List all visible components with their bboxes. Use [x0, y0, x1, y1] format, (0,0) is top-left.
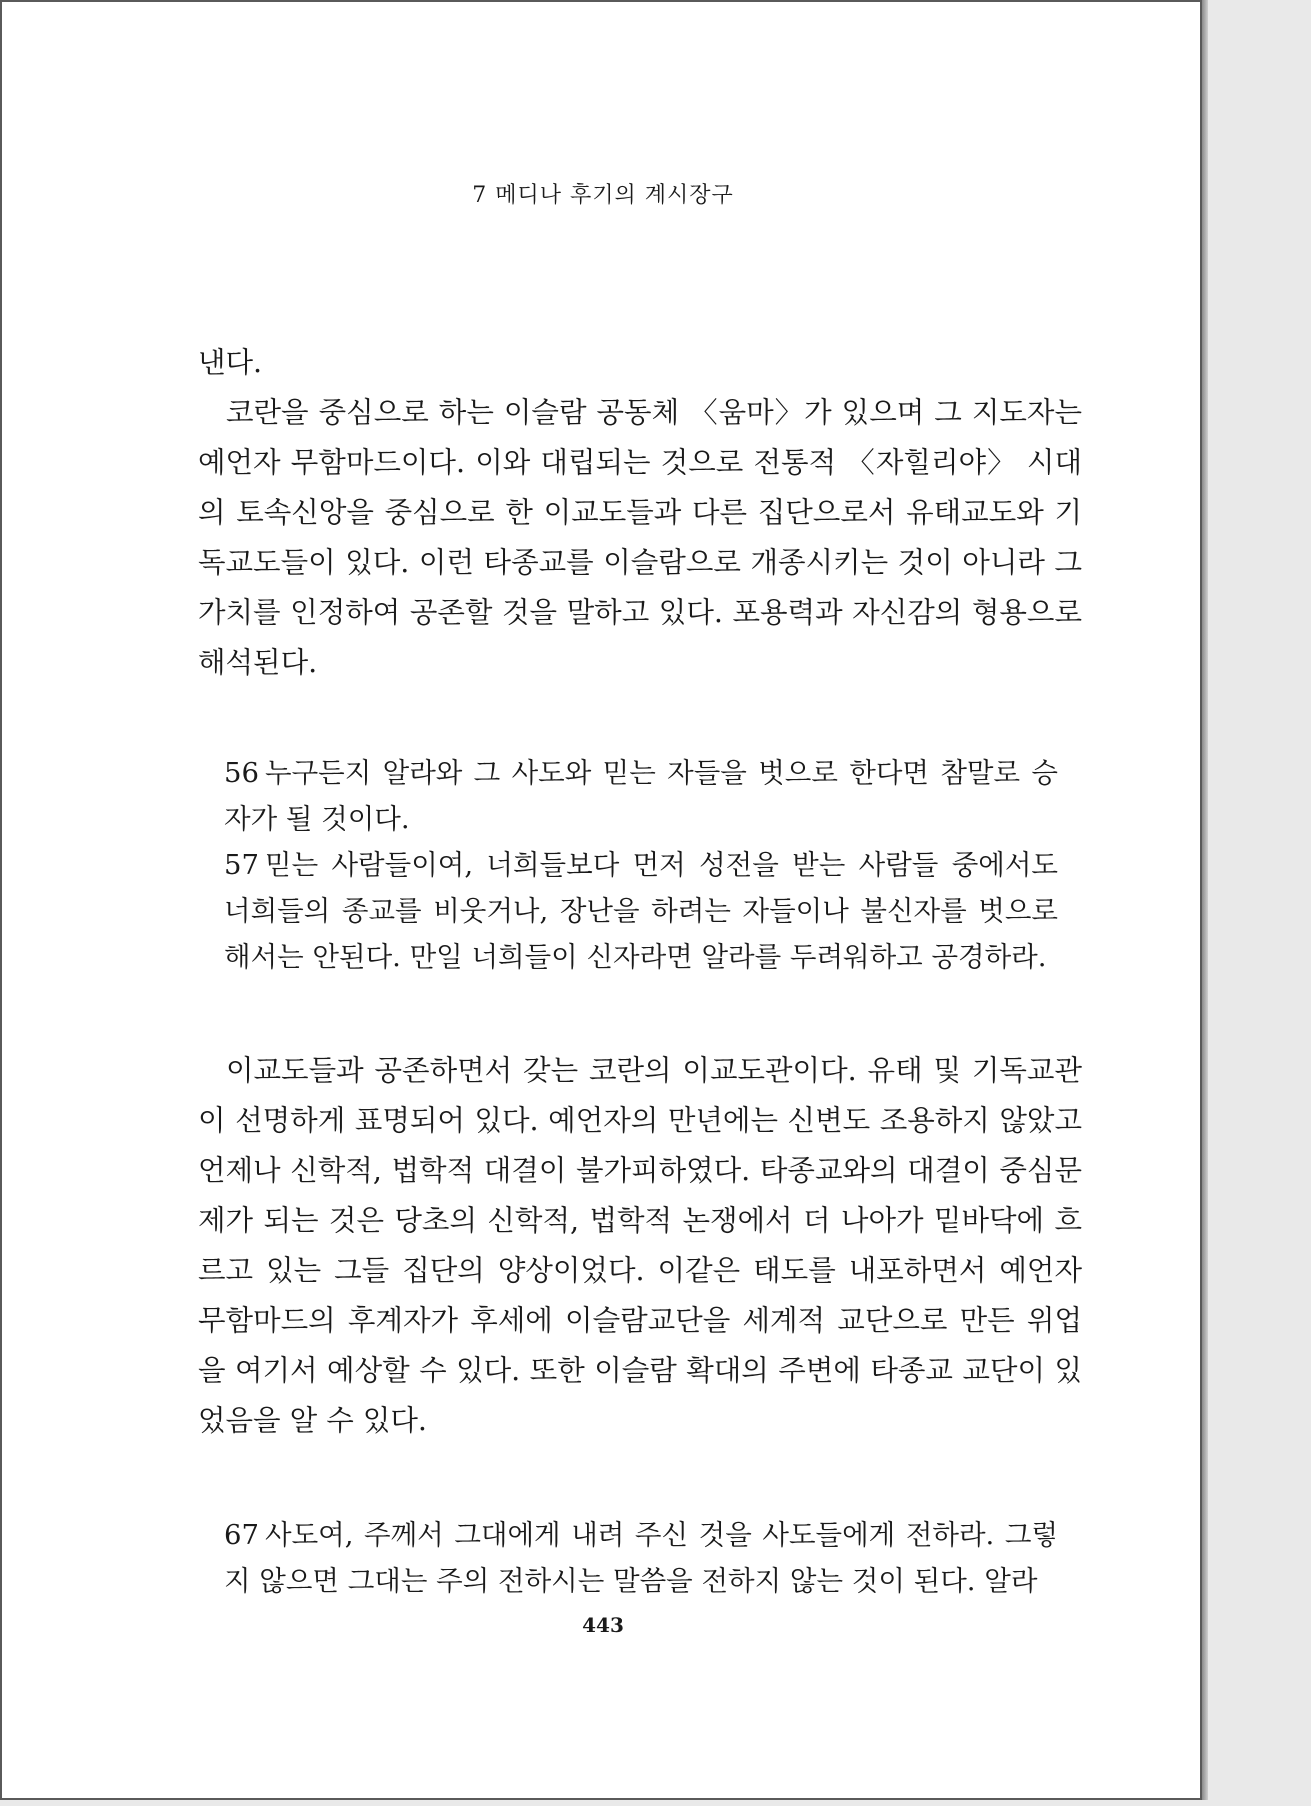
paragraph-2: 이교도들과 공존하면서 갖는 코란의 이교도관이다. 유태 및 기독교관이 선명하게 표명되어 있다. 예언자의 만년에는 신변도 조용하지 않았고 언제나 신학적, 법학적 대결이 불가피하였다. 타종교와의 대결이 중심문제가 되는 것은 당초의 신학적, 법학적 논쟁에서 더 나아가 밑바닥에 흐르고 있는 그들 집단의 양상이었다. 이같은 태도를 내포하면서 예언자 무함마드의 후계자가 후세에 이슬람교단을 세계적 교단으로 만든 위업을 여기서 예상할 수 있다. 또한 이슬람 확대의 주변에 타종교 교단이 있었음을 알 수 있다.	[198, 1054, 1082, 1437]
verse-number: 56	[224, 757, 259, 789]
verse-56	[224, 750, 1058, 842]
paragraph-1: 코란을 중심으로 하는 이슬람 공동체 〈움마〉가 있으며 그 지도자는 예언자 무함마드이다. 이와 대립되는 것으로 전통적 〈자힐리야〉 시대의 토속신앙을 중심으로 한 이교도들과 다른 집단으로서 유태교도와 기독교도들이 있다. 이런 타종교를 이슬람으로 개종시키는 것이 아니라 그 가치를 인정하여 공존할 것을 말하고 있다. 포용력과 자신감의 형용으로 해석된다.	[198, 396, 1082, 679]
verse-57	[224, 842, 1058, 980]
verse-number: 67	[224, 1519, 259, 1551]
verse-67	[224, 1512, 1058, 1604]
verse-number: 57	[224, 849, 259, 881]
verse-text: 믿는 사람들이여, 너희들보다 먼저 성전을 받는 사람들 중에서도 너희들의 종교를 비웃거나, 장난을 하려는 자들이나 불신자를 벗으로 해서는 안된다. 만일 너희들이 신자라면 알라를 두려워하고 공경하라.	[224, 849, 1058, 973]
page-body	[198, 338, 1082, 1604]
page-edge-shadow	[1202, 0, 1208, 1800]
verse-text: 사도여, 주께서 그대에게 내려 주신 것을 사도들에게 전하라. 그렇지 않으면 그대는 주의 전하시는 말씀을 전하지 않는 것이 된다. 알라	[224, 1519, 1058, 1597]
paragraph-continuation: 낸다.	[198, 346, 263, 379]
running-head: 7 메디나 후기의 계시장구	[472, 183, 734, 208]
verse-block-2	[224, 1512, 1058, 1604]
page-number: 443	[582, 1613, 624, 1637]
verse-block-1	[224, 750, 1058, 980]
verse-text: 누구든지 알라와 그 사도와 믿는 자들을 벗으로 한다면 참말로 승자가 될 것이다.	[224, 757, 1058, 835]
